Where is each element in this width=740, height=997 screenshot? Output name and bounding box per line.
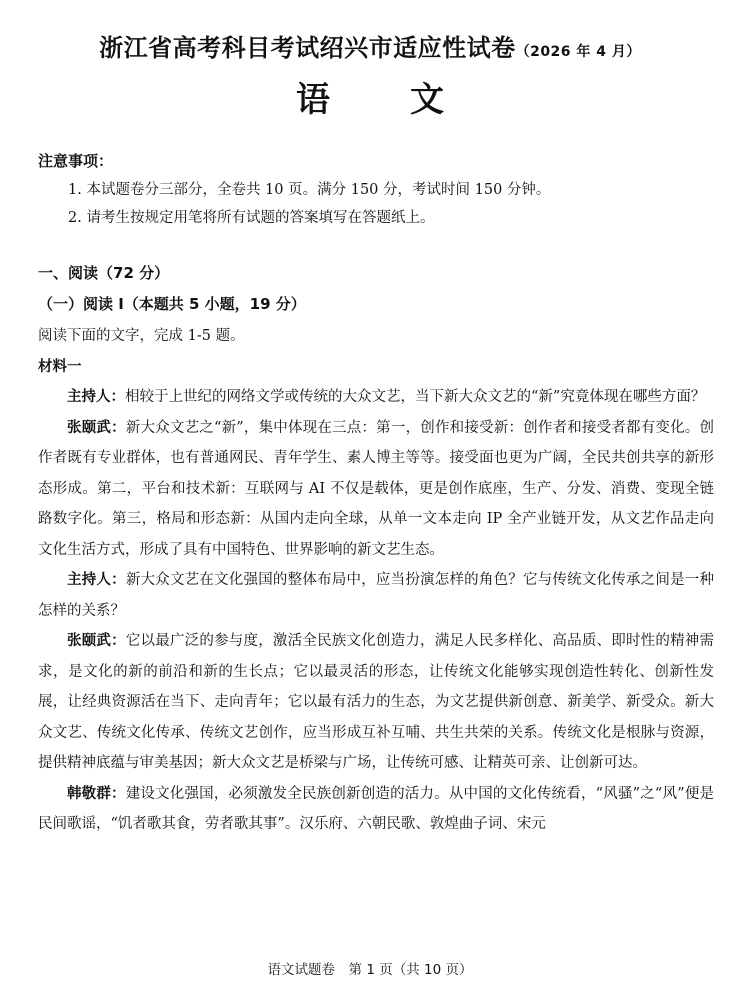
subsection-title: （一）阅读 I（本题共 5 小题，19 分）: [38, 295, 306, 313]
dialogue-text: 相较于上世纪的网络文学或传统的大众文艺，当下新大众文艺的“新”究竟体现在哪些方面？: [125, 389, 706, 405]
dialogue-paragraph: [38, 779, 714, 840]
section-title: 一、阅读（72 分）: [38, 264, 170, 282]
material-label: 材料一: [38, 359, 82, 375]
note-item: 1. 本试题卷分三部分，全卷共 10 页。满分 150 分，考试时间 150 分钟。: [68, 182, 551, 198]
notes-heading: 注意事项：: [38, 152, 114, 170]
dialogue-paragraph: [38, 626, 714, 779]
dialogue-text: 新大众文艺之“新”，集中体现在三点：第一，创作和接受新：创作者和接受者都有变化。创作者既有专业群体，也有普通网民、青年学生、素人博主等等。接受面也更为广阔，全民共创共享的新形态形成。第二，平台和技术新：互联网与 AI 不仅是载体，更是创作底座，生产、分发、消费、变现全链路数字化。第三，格局和形态新：从国内走向全球，从单一文本走向 IP 全产业链开发，从文艺作品走向文化生活方式，形成了具有中国特色、世界影响的新文艺生态。: [38, 419, 715, 558]
exam-date: （2026 年 4 月）: [515, 44, 641, 60]
reading-instruction: 阅读下面的文字，完成 1-5 题。: [38, 328, 245, 344]
dialogue-paragraph: [38, 382, 714, 413]
speaker-name: 张颐武：: [67, 633, 126, 649]
note-item: 2. 请考生按规定用笔将所有试题的答案填写在答题纸上。: [68, 210, 435, 226]
dialogue-text: 新大众文艺在文化强国的整体布局中，应当扮演怎样的角色？它与传统文化传承之间是一种怎样的关系？: [38, 572, 715, 619]
dialogue-text: 建设文化强国，必须激发全民族创新创造的活力。从中国的文化传统看，“风骚”之“风”便是民间歌谣，“饥者歌其食，劳者歌其事”。汉乐府、六朝民歌、敦煌曲子词、宋元: [38, 785, 714, 832]
dialogue-paragraph: [38, 413, 714, 566]
page-footer: 语文试题卷 第 1 页（共 10 页）: [267, 962, 473, 978]
reading-passage: [38, 382, 714, 840]
exam-title-text: 浙江省高考科目考试绍兴市适应性试卷: [99, 34, 516, 62]
speaker-name: 主持人：: [67, 572, 126, 588]
dialogue-paragraph: [38, 565, 714, 626]
exam-title: [0, 28, 740, 63]
dialogue-text: 它以最广泛的参与度，激活全民族文化创造力，满足人民多样化、高品质、即时性的精神需求，是文化的新的前沿和新的生长点；它以最灵活的形态，让传统文化能够实现创造性转化、创新性发展，让经典资源活在当下、走向青年；它以最有活力的生态，为文艺提供新创意、新美学、新受众。新大众文艺、传统文化传承、传统文艺创作，应当形成互补互哺、共生共荣的关系。传统文化是根脉与资源，提供精神底蕴与审美基因；新大众文艺是桥梁与广场，让传统可感、让精英可亲、让创新可达。: [38, 633, 715, 771]
subject-title: 语文: [296, 80, 524, 120]
speaker-name: 主持人：: [67, 389, 125, 405]
speaker-name: 张颐武：: [67, 419, 126, 436]
speaker-name: 韩敬群：: [67, 785, 126, 802]
